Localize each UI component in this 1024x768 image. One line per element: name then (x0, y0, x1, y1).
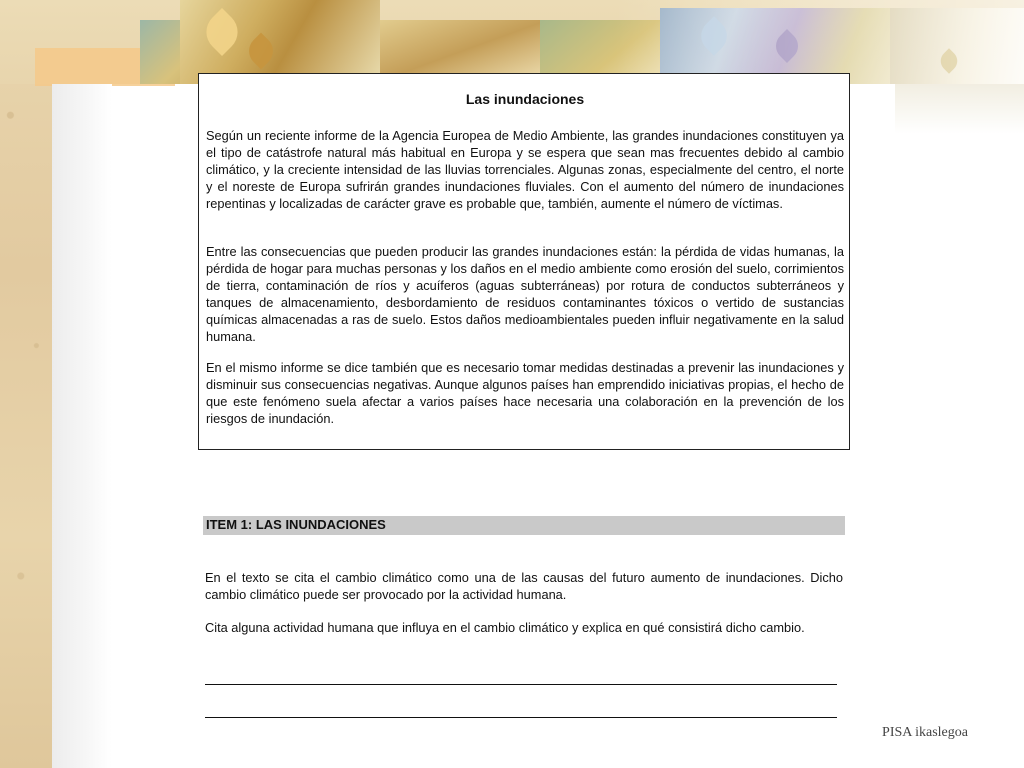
banner-edge-fade (895, 84, 1024, 134)
footer-label: PISA ikaslegoa (882, 725, 968, 740)
answer-line[interactable] (205, 717, 837, 718)
article-paragraph: En el mismo informe se dice también que es necesario tomar medidas destinadas a prevenir las inundaciones y disminuir sus consecuencias negativas. Aunque algunos países han emprendido iniciativas propias, el hecho de que este fenómeno suela afectar a varios países hace necesaria una colaboración en la prevención de los riesgos de inundación. (206, 360, 844, 426)
banner-fade (0, 0, 1024, 84)
article-title: Las inundaciones (465, 91, 585, 107)
item-header-bar (203, 516, 845, 535)
question-paragraph: En el texto se cita el cambio climático como una de las causas del futuro aumento de inundaciones. Dicho cambio climático puede ser provocado por la actividad humana. (205, 570, 843, 602)
slide-shadow (52, 84, 112, 768)
article-box (198, 73, 850, 450)
parchment-background (0, 0, 52, 768)
item-title: ITEM 1: LAS INUNDACIONES (206, 517, 386, 532)
question-paragraph: Cita alguna actividad humana que influya en el cambio climático y explica en qué consistirá dicho cambio. (205, 620, 805, 635)
answer-line[interactable] (205, 684, 837, 685)
decorative-banner (0, 0, 1024, 84)
article-paragraph: Entre las consecuencias que pueden producir las grandes inundaciones están: la pérdida de vidas humanas, la pérdida de hogar para muchas personas y los daños en el medio ambiente como erosión del suelo, corrimientos de tierra, contaminación de ríos y acuíferos (aguas subterráneas) por rotura de conductos subterráneos y tanques de almacenamiento, desbordamiento de residuos contaminantes tóxicos o vertido de sustancias químicas almacenadas a ras de suelo. Estos daños medioambientales pueden influir negativamente en la salud humana. (206, 244, 844, 344)
article-paragraph: Según un reciente informe de la Agencia Europea de Medio Ambiente, las grandes inundaciones constituyen ya el tipo de catástrofe natural más habitual en Europa y se espera que sean mas frecuentes debido al cambio climático, y la creciente intensidad de las lluvias torrenciales. Algunas zonas, especialmente del centro, el norte y el noreste de Europa sufrirán grandes inundaciones fluviales. Con el aumento del número de inundaciones repentinas y localizadas de carácter grave es probable que, también, aumente el número de víctimas. (206, 128, 844, 211)
